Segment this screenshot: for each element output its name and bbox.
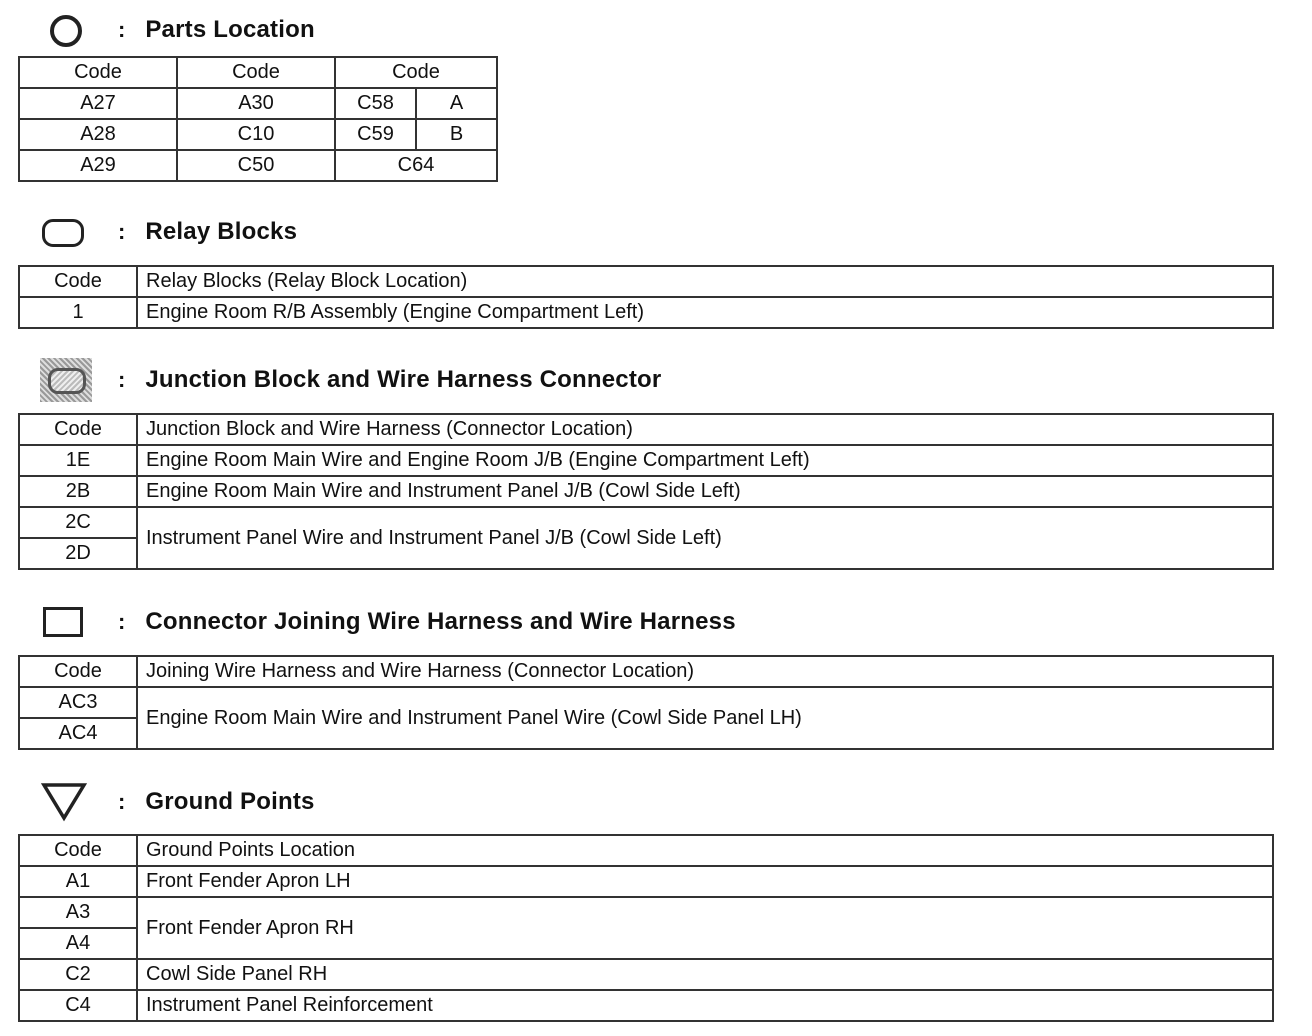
code-cell: 2C [19, 507, 137, 538]
table-row [19, 687, 1273, 718]
table-row [19, 897, 1273, 928]
section-title: Ground Points [145, 788, 315, 815]
code-cell: C58 [335, 88, 416, 119]
desc-cell: Instrument Panel Reinforcement [137, 990, 1273, 1021]
section-title: Relay Blocks [145, 218, 298, 245]
code-cell: A30 [177, 88, 335, 119]
header-code-cell: Code [19, 414, 137, 445]
table-row [19, 507, 1273, 538]
table-header-row [19, 266, 1273, 297]
code-cell: C59 [335, 119, 416, 150]
header-code-cell: Code [19, 266, 137, 297]
table-row [19, 990, 1273, 1021]
code-cell: A27 [19, 88, 177, 119]
header-desc-cell: Joining Wire Harness and Wire Harness (Connector Location) [137, 656, 1273, 687]
square-icon [40, 600, 88, 644]
junction-block-table [18, 413, 1274, 570]
connector-header [40, 600, 736, 644]
triangle-down-icon [40, 780, 88, 824]
section-title: Junction Block and Wire Harness Connector [145, 366, 662, 393]
table-header-row [19, 57, 497, 88]
ground-points-header [40, 780, 315, 824]
code-cell: A4 [19, 928, 137, 959]
code-cell: A29 [19, 150, 177, 181]
desc-cell: Engine Room R/B Assembly (Engine Compartment Left) [137, 297, 1273, 328]
table-row [19, 959, 1273, 990]
code-cell: 1E [19, 445, 137, 476]
connector-table [18, 655, 1274, 750]
header-cell: Code [335, 57, 497, 88]
code-cell: 2D [19, 538, 137, 569]
code-cell: A3 [19, 897, 137, 928]
header-cell: Code [177, 57, 335, 88]
header-cell: Code [19, 57, 177, 88]
code-cell: A28 [19, 119, 177, 150]
colon: : [118, 219, 126, 244]
header-desc-cell: Relay Blocks (Relay Block Location) [137, 266, 1273, 297]
colon: : [118, 609, 126, 634]
table-row [19, 866, 1273, 897]
table-row [19, 297, 1273, 328]
code-cell: A1 [19, 866, 137, 897]
colon: : [118, 789, 126, 814]
desc-cell: Engine Room Main Wire and Instrument Panel Wire (Cowl Side Panel LH) [137, 687, 1273, 749]
shaded-rounded-rectangle-icon [40, 358, 88, 402]
code-cell: AC3 [19, 687, 137, 718]
header-desc-cell: Ground Points Location [137, 835, 1273, 866]
table-row [19, 150, 497, 181]
desc-cell: Front Fender Apron LH [137, 866, 1273, 897]
code-cell: C50 [177, 150, 335, 181]
circle-icon [40, 8, 88, 52]
table-header-row [19, 414, 1273, 445]
section-title: Connector Joining Wire Harness and Wire Harness [145, 608, 736, 635]
ground-points-table [18, 834, 1274, 1022]
code-cell: C2 [19, 959, 137, 990]
desc-cell: Cowl Side Panel RH [137, 959, 1273, 990]
colon: : [118, 17, 126, 42]
relay-blocks-table [18, 265, 1274, 329]
code-cell: C4 [19, 990, 137, 1021]
table-row [19, 476, 1273, 507]
desc-cell: Engine Room Main Wire and Instrument Panel J/B (Cowl Side Left) [137, 476, 1273, 507]
code-cell: B [416, 119, 497, 150]
code-cell: C64 [335, 150, 497, 181]
code-cell: 1 [19, 297, 137, 328]
relay-blocks-header [40, 210, 297, 254]
desc-cell: Instrument Panel Wire and Instrument Panel J/B (Cowl Side Left) [137, 507, 1273, 569]
code-cell: A [416, 88, 497, 119]
section-title: Parts Location [145, 16, 315, 43]
colon: : [118, 367, 126, 392]
code-cell: C10 [177, 119, 335, 150]
table-row [19, 88, 497, 119]
code-cell: AC4 [19, 718, 137, 749]
parts-location-header [40, 8, 315, 52]
table-header-row [19, 835, 1273, 866]
header-desc-cell: Junction Block and Wire Harness (Connector Location) [137, 414, 1273, 445]
desc-cell: Engine Room Main Wire and Engine Room J/B (Engine Compartment Left) [137, 445, 1273, 476]
header-code-cell: Code [19, 656, 137, 687]
table-row [19, 119, 497, 150]
rounded-rectangle-icon [40, 210, 88, 254]
code-cell: 2B [19, 476, 137, 507]
table-row [19, 445, 1273, 476]
header-code-cell: Code [19, 835, 137, 866]
junction-block-header [40, 358, 661, 402]
table-header-row [19, 656, 1273, 687]
desc-cell: Front Fender Apron RH [137, 897, 1273, 959]
parts-location-table [18, 56, 498, 182]
